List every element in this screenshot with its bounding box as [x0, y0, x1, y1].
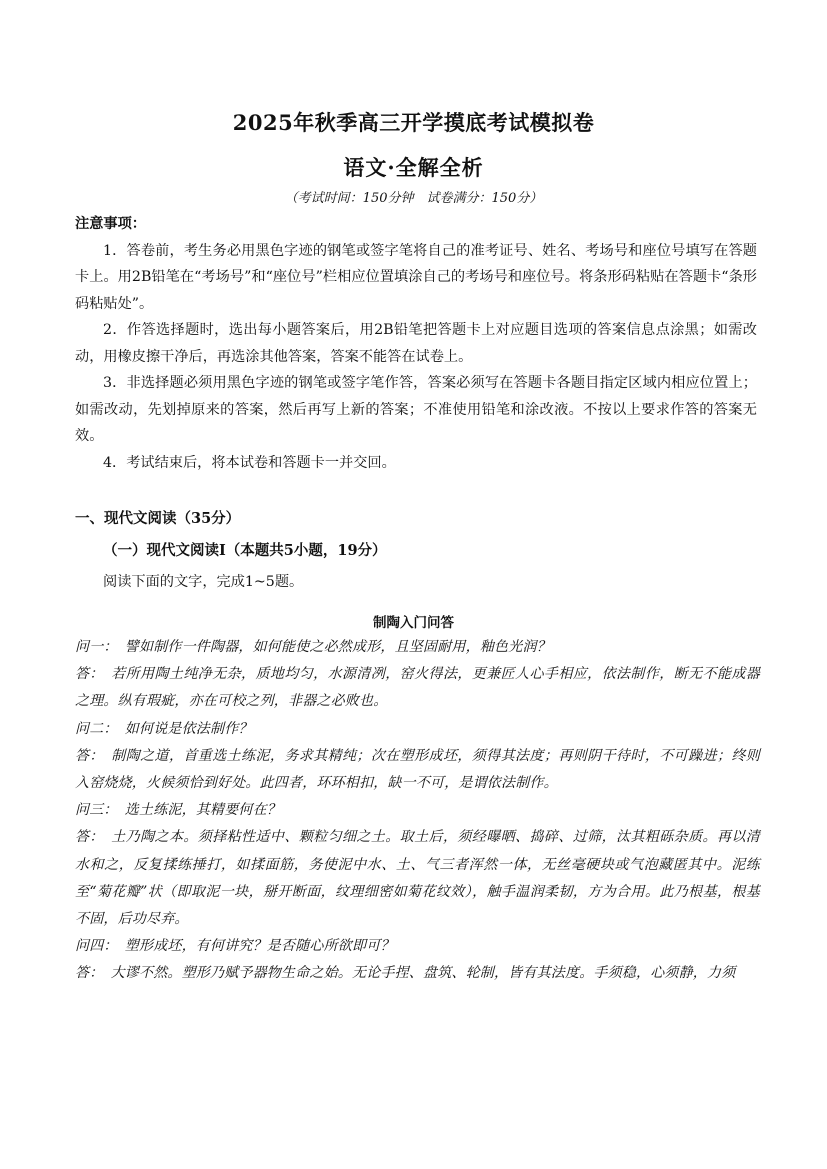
article-paragraph: 答： 若所用陶土纯净无杂，质地均匀，水源清冽，窑火得法，更兼匠人心手相应，依法制作，断无不能成器之理。纵有瑕疵，亦在可校之列，非器之必败也。: [75, 666, 760, 710]
article-title: 制陶入门问答: [373, 615, 454, 631]
section-heading: 一、现代文阅读（35分）: [75, 510, 241, 527]
notice-section: [75, 211, 757, 476]
article-paragraph: 问二： 如何说是依法制作？: [75, 720, 253, 737]
exam-info: （考试时间：150分钟 试卷满分：150分）: [284, 191, 543, 206]
article-body: [75, 634, 760, 988]
article-paragraph: 答： 土乃陶之本。须择粘性适中、颗粒匀细之土。取土后，须经曝晒、捣碎、过筛，汰其粗砾杂质。再以清水和之，反复揉练捶打，如揉面筋，务使泥中水、土、气三者浑然一体，无丝毫硬块或气泡藏匿其中。泥练至“菊花瓣”状（即取泥一块，掰开断面，纹理细密如菊花纹效），触手温润柔韧，方为合用。此乃根基，根基不固，后功尽弃。: [75, 829, 760, 928]
notice-item: 1．答卷前，考生务必用黑色字迹的钢笔或签字笔将自己的准考证号、姓名、考场号和座位号填写在答题卡上。用2B铅笔在“考场号”和“座位号”栏相应位置填涂自己的考场号和座位号。将条形码粘贴在答题卡“条形码粘贴处”。: [75, 242, 757, 312]
page-title: 2025年秋季高三开学摸底考试模拟卷: [232, 110, 595, 135]
reading-instruction: 阅读下面的文字，完成1~5题。: [103, 574, 304, 590]
subsection-heading: （一）现代文阅读Ⅰ（本题共5小题，19分）: [103, 542, 387, 559]
page-subtitle: 语文·全解全析: [343, 155, 484, 180]
notice-item: 2．作答选择题时，选出每小题答案后，用2B铅笔把答题卡上对应题目选项的答案信息点涂黑；如需改动，用橡皮擦干净后，再选涂其他答案，答案不能答在试卷上。: [75, 322, 757, 365]
article-paragraph: 问一： 譬如制作一件陶器，如何能使之必然成形，且坚固耐用，釉色光润？: [75, 639, 551, 655]
notice-item: 4．考试结束后，将本试卷和答题卡一并交回。: [103, 454, 396, 471]
notice-item: 3．非选择题必须用黑色字迹的钢笔或签字笔作答，答案必须写在答题卡各题目指定区域内相应位置上；如需改动，先划掉原来的答案，然后再写上新的答案；不准使用铅笔和涂改液。不按以上要求作答的答案无效。: [75, 375, 757, 444]
article-paragraph: 答： 大谬不然。塑形乃赋予器物生命之始。无论手捏、盘筑、轮制，皆有其法度。手须稳，心须静，力须: [75, 965, 736, 982]
notice-heading: 注意事项：: [75, 216, 146, 232]
article-paragraph: 答： 制陶之道，首重选土练泥，务求其精纯；次在塑形成坯，须得其法度；再则阴干待时，不可躁进；终则入窑烧烧，火候须恰到好处。此四者，环环相扣，缺一不可，是谓依法制作。: [75, 747, 760, 792]
article-paragraph: 问四： 塑形成坯，有何讲究？是否随心所欲即可？: [75, 938, 395, 955]
article-paragraph: 问三： 选土练泥，其精要何在？: [75, 802, 281, 819]
